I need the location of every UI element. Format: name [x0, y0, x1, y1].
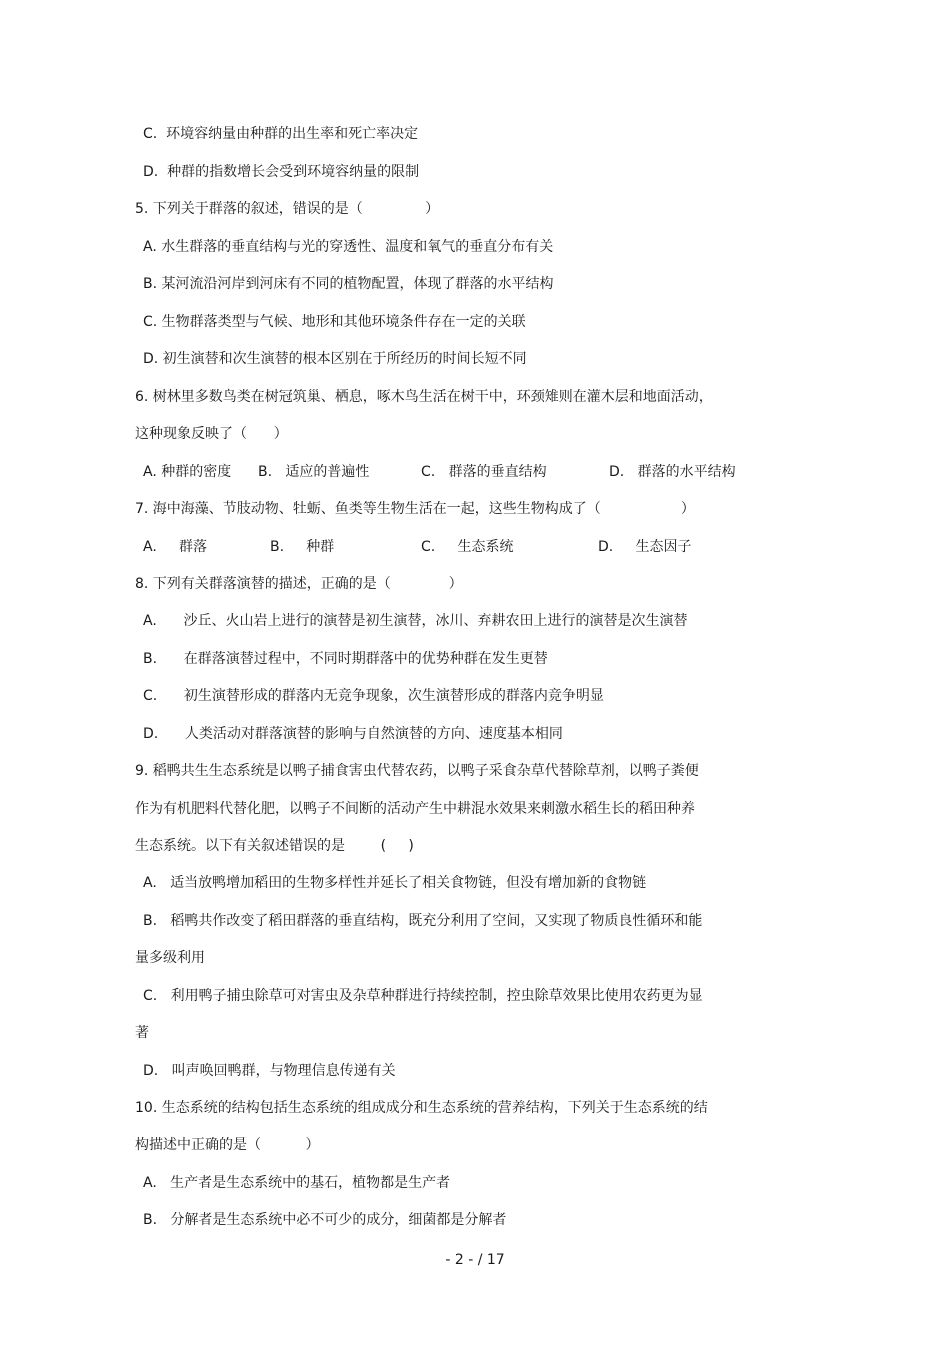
q9-option-d: D. 叫声唤回鸭群，与物理信息传递有关	[143, 1063, 396, 1079]
q9-stem-line1: 9. 稻鸭共生生态系统是以鸭子捕食害虫代替农药，以鸭子采食杂草代替除草剂，以鸭子粪便	[135, 763, 699, 779]
q9-option-c-line2: 著	[135, 1025, 149, 1041]
q9-option-c-line1: C. 利用鸭子捕虫除草可对害虫及杂草种群进行持续控制，控虫除草效果比使用农药更为显	[143, 988, 703, 1004]
q8-option-d: D. 人类活动对群落演替的影响与自然演替的方向、速度基本相同	[143, 726, 563, 742]
q9-stem-line3: 生态系统。以下有关叙述错误的是 ( )	[135, 838, 414, 854]
q7-option-a: A. 群落	[143, 539, 208, 555]
page-number: - 2 - / 17	[445, 1252, 505, 1268]
q6-option-d: D. 群落的水平结构	[609, 464, 736, 480]
q10-option-b: B. 分解者是生态系统中必不可少的成分，细菌都是分解者	[143, 1212, 507, 1228]
q6-stem-line2: 这种现象反映了（ ）	[135, 426, 288, 442]
q8-option-b: B. 在群落演替过程中，不同时期群落中的优势种群在发生更替	[143, 651, 548, 667]
q4-option-d: D. 种群的指数增长会受到环境容纳量的限制	[143, 164, 420, 180]
q5-option-a: A. 水生群落的垂直结构与光的穿透性、温度和氧气的垂直分布有关	[143, 239, 554, 255]
q6-option-b: B. 适应的普遍性	[258, 464, 370, 480]
q7-stem: 7. 海中海藻、节肢动物、牡蛎、鱼类等生物生活在一起，这些生物构成了（ ）	[135, 501, 695, 517]
q8-stem: 8. 下列有关群落演替的描述，正确的是（ ）	[135, 576, 463, 592]
q6-option-c: C. 群落的垂直结构	[421, 464, 547, 480]
q5-option-d: D. 初生演替和次生演替的根本区别在于所经历的时间长短不同	[143, 351, 527, 367]
q6-stem-line1: 6. 树林里多数鸟类在树冠筑巢、栖息，啄木鸟生活在树干中，环颈雉则在灌木层和地面活动，	[135, 389, 713, 405]
q7-option-c: C. 生态系统	[421, 539, 514, 555]
q10-option-a: A. 生产者是生态系统中的基石，植物都是生产者	[143, 1175, 451, 1191]
q8-option-a: A. 沙丘、火山岩上进行的演替是初生演替，冰川、弃耕农田上进行的演替是次生演替	[143, 613, 688, 629]
q5-option-c: C. 生物群落类型与气候、地形和其他环境条件存在一定的关联	[143, 314, 526, 330]
q8-option-c: C. 初生演替形成的群落内无竞争现象，次生演替形成的群落内竞争明显	[143, 688, 604, 704]
q9-stem-line2: 作为有机肥料代替化肥，以鸭子不间断的活动产生中耕混水效果来刺激水稻生长的稻田种养	[135, 801, 695, 817]
q7-option-d: D. 生态因子	[598, 539, 692, 555]
q6-option-a: A. 种群的密度	[143, 464, 232, 480]
q5-stem: 5. 下列关于群落的叙述，错误的是（ ）	[135, 201, 440, 217]
q7-option-b: B. 种群	[270, 539, 335, 555]
q9-option-a: A. 适当放鸭增加稻田的生物多样性并延长了相关食物链，但没有增加新的食物链	[143, 875, 647, 891]
q4-option-c: C. 环境容纳量由种群的出生率和死亡率决定	[143, 126, 419, 142]
q9-option-b-line2: 量多级利用	[135, 950, 205, 966]
q5-option-b: B. 某河流沿河岸到河床有不同的植物配置，体现了群落的水平结构	[143, 276, 554, 292]
q10-stem-line1: 10. 生态系统的结构包括生态系统的组成成分和生态系统的营养结构，下列关于生态系统的结	[135, 1100, 708, 1116]
q9-option-b-line1: B. 稻鸭共作改变了稻田群落的垂直结构，既充分利用了空间，又实现了物质良性循环和能	[143, 913, 703, 929]
q10-stem-line2: 构描述中正确的是（ ）	[135, 1137, 320, 1153]
